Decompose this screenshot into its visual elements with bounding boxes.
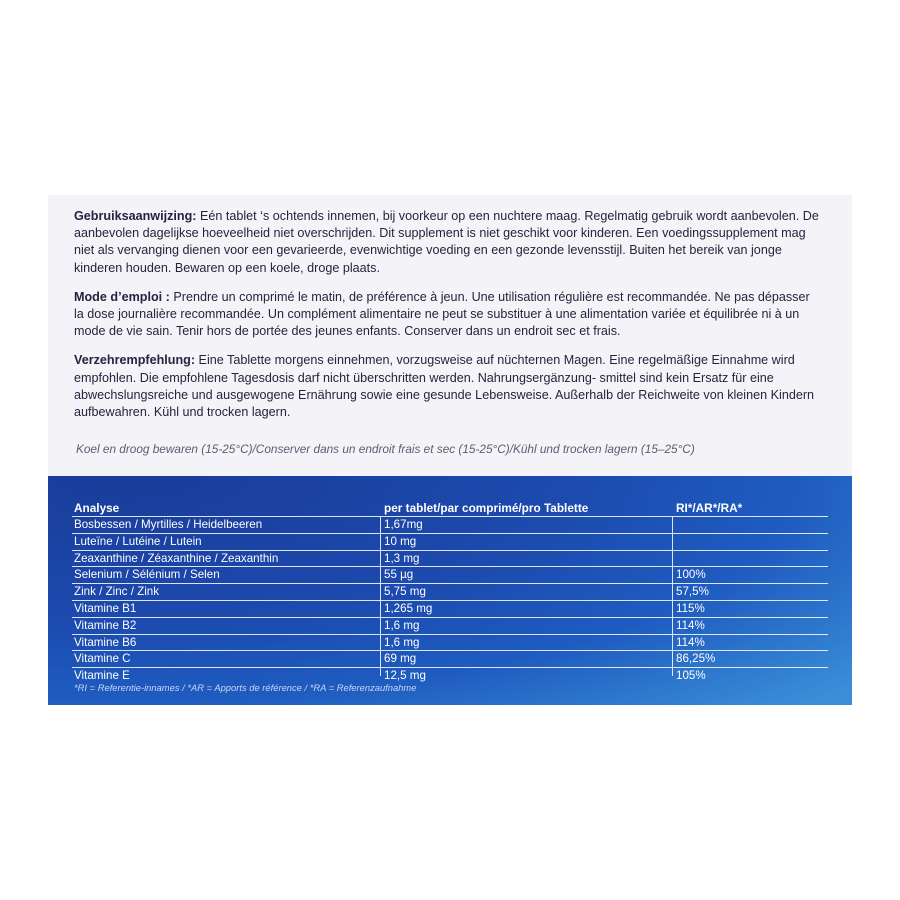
table-row: [72, 617, 828, 634]
cell-nutrient: Vitamine B1: [74, 601, 137, 615]
cell-amount: 10 mg: [384, 534, 417, 548]
cell-nutrient: Selenium / Sélénium / Selen: [74, 568, 220, 582]
cell-amount: 1,6 mg: [384, 635, 420, 649]
table-row: [72, 634, 828, 651]
instructions-fr-title: Mode d’emploi :: [74, 289, 170, 304]
cell-nutrient: Vitamine B2: [74, 618, 137, 632]
cell-nutrient: Zink / Zinc / Zink: [74, 585, 160, 599]
cell-ri: 114%: [676, 635, 705, 649]
instructions-nl-title: Gebruiksaanwijzing:: [74, 209, 197, 223]
cell-ri: 115%: [676, 601, 705, 615]
header-analyse: Analyse: [74, 501, 120, 515]
column-divider: [380, 516, 381, 676]
cell-ri: 100%: [676, 568, 706, 582]
cell-amount: 55 µg: [384, 568, 414, 582]
header-per-tablet: per tablet/par comprimé/pro Tablette: [384, 501, 589, 515]
instructions-de-title: Verzehrempfehlung:: [74, 353, 196, 368]
column-divider: [672, 516, 673, 676]
instructions-text: [74, 208, 819, 433]
cell-ri: 86,25%: [676, 652, 716, 666]
footnote: *RI = Referentie-innames / *AR = Apports de référence / *RA = Referenzaufnahme: [74, 682, 417, 693]
cell-amount: 69 mg: [384, 652, 417, 666]
table-row: [72, 516, 828, 533]
cell-nutrient: Luteïne / Lutéine / Lutein: [74, 534, 202, 548]
cell-nutrient: Vitamine C: [74, 652, 131, 666]
table-row: [72, 650, 828, 667]
cell-amount: 12,5 mg: [384, 669, 426, 683]
cell-ri: 57,5%: [676, 585, 709, 599]
nutrition-table: [72, 500, 828, 684]
instructions-nl: [74, 208, 819, 277]
header-ri: RI*/AR*/RA*: [676, 501, 743, 515]
cell-ri: 105%: [676, 669, 706, 683]
instructions-de-body: Eine Tablette morgens einnehmen, vorzugsweise auf nüchternen Magen. Eine regelmäßige Einnahme wird empfohlen. Die empfohlene Tagesdosis darf nicht überschritten werden. Nahrungsergänzung- smittel sind kein Ersatz für eine abwechslungsreiche und ausgewogene Ernährung sowie eine gesunde Lebensweise. Außerhalb der Reichweite von kleinen Kindern aufbewahren. Kühl und trocken lagern.: [74, 353, 815, 420]
cell-amount: 1,3 mg: [384, 551, 420, 565]
table-row: [72, 533, 828, 550]
cell-ri: 114%: [676, 618, 705, 632]
cell-amount: 1,6 mg: [384, 618, 420, 632]
cell-amount: 1,67mg: [384, 518, 423, 531]
table-row: [72, 600, 828, 617]
table-header: [72, 500, 828, 516]
instructions-fr: [74, 289, 819, 341]
cell-nutrient: Bosbessen / Myrtilles / Heidelbeeren: [74, 518, 263, 531]
cell-nutrient: Zeaxanthine / Zéaxanthine / Zeaxanthin: [74, 551, 279, 565]
table-row: [72, 583, 828, 600]
instructions-de: [74, 352, 819, 421]
table-row: [72, 550, 828, 567]
instructions-nl-body: Eén tablet ‘s ochtends innemen, bij voorkeur op een nuchtere maag. Regelmatig gebruik wordt aanbevolen. De aanbevolen dagelijkse hoeveelheid niet overschrijden. Dit supplement is niet geschikt voor kinderen. Een voedingssupplement mag niet als vervanging dienen voor een gevarieerde, evenwichtige voeding en een gezonde levensstijl. Buiten het bereik van jonge kinderen houden. Bewaren op een koele, droge plaats.: [74, 209, 819, 275]
cell-nutrient: Vitamine E: [74, 669, 130, 683]
cell-nutrient: Vitamine B6: [74, 635, 137, 649]
cell-amount: 5,75 mg: [384, 585, 426, 599]
cell-amount: 1,265 mg: [384, 601, 433, 615]
storage-note: Koel en droog bewaren (15-25°C)/Conserver dans un endroit frais et sec (15-25°C)/Kühl und trocken lagern (15–25°C): [76, 442, 695, 456]
instructions-fr-body: Prendre un comprimé le matin, de préférence à jeun. Une utilisation régulière est recommandée. Ne pas dépasser la dose journalière recommandée. Un complément alimentaire ne peut se substituer à une alimentation variée et équilibrée ni à un mode de vie sain. Tenir hors de portée des jeunes enfants. Conserver dans un endroit sec et frais.: [74, 289, 810, 339]
table-row: [72, 566, 828, 583]
